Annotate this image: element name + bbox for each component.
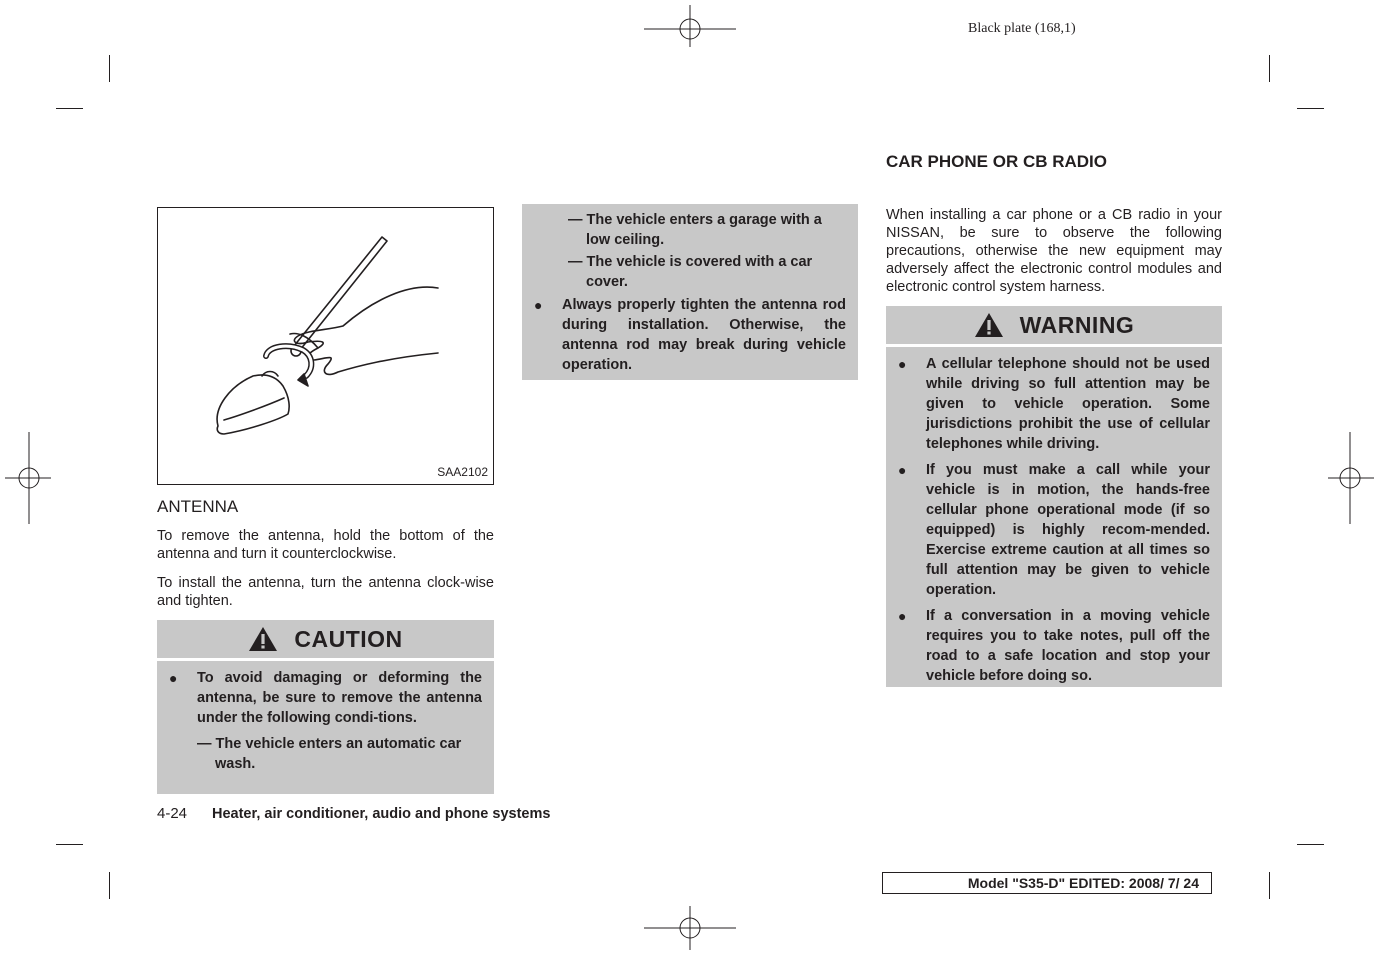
warning-bullet [886,460,1210,600]
warning-bullet [886,606,1210,686]
warning-bullet [886,354,1210,454]
crop-mark [56,844,83,845]
page-number: 4-24 [157,805,188,822]
bullet-icon: ● [898,462,907,478]
caution-bullet [522,295,846,375]
section-title: Heater, air conditioner, audio and phone systems [212,806,551,822]
antenna-figure [157,207,494,485]
bullet-icon: ● [169,670,178,686]
crop-mark [109,55,110,82]
model-edited-box: Model "S35-D" EDITED: 2008/ 7/ 24 [882,872,1212,894]
warning-bullet-text: A cellular telephone should not be used while driving so full attention may be given to vehicle operation. Some jurisdictions prohibit the use of cellular telephones while driving. [926,356,1210,452]
caution-dash-item: — The vehicle enters an automatic car wash. [197,736,462,772]
crop-mark [1269,55,1270,82]
warning-triangle-icon [248,626,278,652]
antenna-heading: ANTENNA [157,497,239,516]
warning-box [886,306,1222,687]
caution-bullet-text: To avoid damaging or deforming the antenna, be sure to remove the antenna under the following condi-tions. [197,670,482,726]
plate-label: Black plate (168,1) [968,21,1076,36]
warning-bullet-text: If a conversation in a moving vehicle requires you to take notes, pull off the road to a safe location and stop your vehicle before doing so. [926,608,1210,684]
caution-dash-item: — The vehicle enters a garage with a low ceiling. [568,212,822,248]
antenna-paragraph-2: To install the antenna, turn the antenna clock-wise and tighten. [157,575,494,609]
bullet-icon: ● [534,297,543,313]
figure-code: SAA2102 [437,465,488,479]
caution-bullet-text: Always properly tighten the antenna rod during installation. Otherwise, the antenna rod may break during vehicle operation. [562,297,846,373]
antenna-removal-illustration [158,208,493,484]
registration-mark-left [5,432,51,524]
crop-mark [1269,872,1270,899]
registration-mark-right [1328,432,1374,524]
antenna-paragraph-1: To remove the antenna, hold the bottom of the antenna and turn it counterclockwise. [157,528,494,562]
bullet-icon: ● [898,356,907,372]
crop-mark [1297,844,1324,845]
bullet-icon: ● [898,608,907,624]
warning-body [886,347,1222,687]
caution-dash-item: — The vehicle is covered with a car cover. [568,254,813,290]
crop-mark [109,872,110,899]
crop-mark [56,108,83,109]
caution-continued-box [522,204,858,380]
caution-body [157,661,494,794]
caution-title: CAUTION [294,625,403,652]
caution-header [157,620,494,658]
warning-bullet-text: If you must make a call while your vehicle is in motion, the hands-free cellular phone operational mode (if so equipped) is highly recom-mended. Exercise extreme caution at all times so full attention may be given to vehicle operation. [926,462,1210,598]
warning-title: WARNING [1019,311,1135,338]
car-phone-heading: CAR PHONE OR CB RADIO [886,152,1108,171]
crop-mark [1297,108,1324,109]
car-phone-paragraph: When installing a car phone or a CB radio in your NISSAN, be sure to observe the following precautions, otherwise the new equipment may adversely affect the electronic control modules and electronic control system harness. [886,207,1222,295]
registration-mark-top [644,5,736,47]
warning-triangle-icon [974,312,1004,338]
caution-box [157,620,494,794]
registration-mark-bottom [644,906,736,950]
caution-bullet [157,668,482,728]
warning-header [886,306,1222,344]
